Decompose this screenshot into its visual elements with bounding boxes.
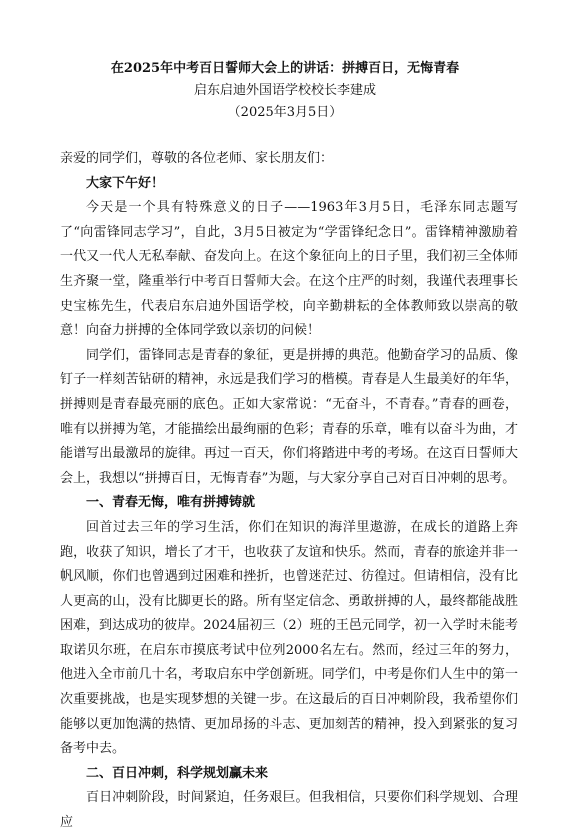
paragraph-3: 回首过去三年的学习生活，你们在知识的海洋里遨游，在成长的道路上奔跑，收获了知识，增长了才干，也收获了友谊和快乐。然而，青春的旅途并非一帆风顺，你们也曾遇到过困难和挫折，也曾迷茫过、彷徨过。但请相信，没有比人更高的山，没有比脚更长的路。所有坚定信念、勇敢拼搏的人，最终都能战胜困难，到达成功的彼岸。2024届初三（2）班的王邑元同学，初一入学时未能考取诺贝尔班，在启东市摸底考试中位列2000名左右。然而，经过三年的努力，他进入全市前几十名，考取启东中学创新班。同学们，中考是你们人生中的第一次重要挑战，也是实现梦想的关键一步。在这最后的百日冲刺阶段，我希望你们能够以更加饱满的热情、更加昂扬的斗志、更加刻苦的精神，投入到紧张的复习备考中去。 (60, 519, 518, 757)
paragraph-1: 今天是一个具有特殊意义的日子——1963年3月5日，毛泽东同志题写了“向雷锋同志学习”，自此，3月5日被定为“学雷锋纪念日”。雷锋精神激励着一代又一代人无私奉献、奋发向上。在这个象征向上的日子里，我们初三全体师生齐聚一堂，隆重举行中考百日誓师大会。在这个庄严的时刻，我谨代表理事长史宝栋先生，代表启东启迪外国语学校，向辛勤耕耘的全体教师致以崇高的敬意！向奋力拼搏的全体同学致以亲切的问候！ (60, 200, 518, 339)
date-line: （2025年3月5日） (227, 105, 343, 120)
document-body (60, 147, 518, 836)
section-heading-1: 一、青春无悔，唯有拼搏铸就 (86, 495, 256, 511)
paragraph-4: 百日冲刺阶段，时间紧迫，任务艰巨。但我相信，只要你们科学规划、合理应 (60, 790, 518, 831)
document-header (0, 58, 570, 124)
author-line: 启东启迪外国语学校校长李建成 (193, 83, 376, 98)
section-heading-2: 二、百日冲刺，科学规划赢未来 (86, 765, 269, 781)
paragraph-2: 同学们，雷锋同志是青春的象征，更是拼搏的典范。他勤奋学习的品质、像钉子一样刻苦钻研的精神，永远是我们学习的楷模。青春是人生最美好的年华，拼搏则是青春最亮丽的底色。正如大家常说：“无奋斗，不青春。”青春的画卷，唯有以拼搏为笔，才能描绘出最绚丽的色彩；青春的乐章，唯有以奋斗为曲，才能谱写出最激昂的旋律。再过一百天，你们将踏进中考的考场。在这百日誓师大会上，我想以“拼搏百日，无悔青春”为题，与大家分享自己对百日冲刺的思考。 (60, 347, 518, 486)
greeting: 大家下午好！ (86, 175, 165, 191)
document-title: 在2025年中考百日誓师大会上的讲话：拼搏百日，无悔青春 (110, 61, 460, 76)
salutation: 亲爱的同学们，尊敬的各位老师、家长朋友们： (60, 151, 334, 166)
